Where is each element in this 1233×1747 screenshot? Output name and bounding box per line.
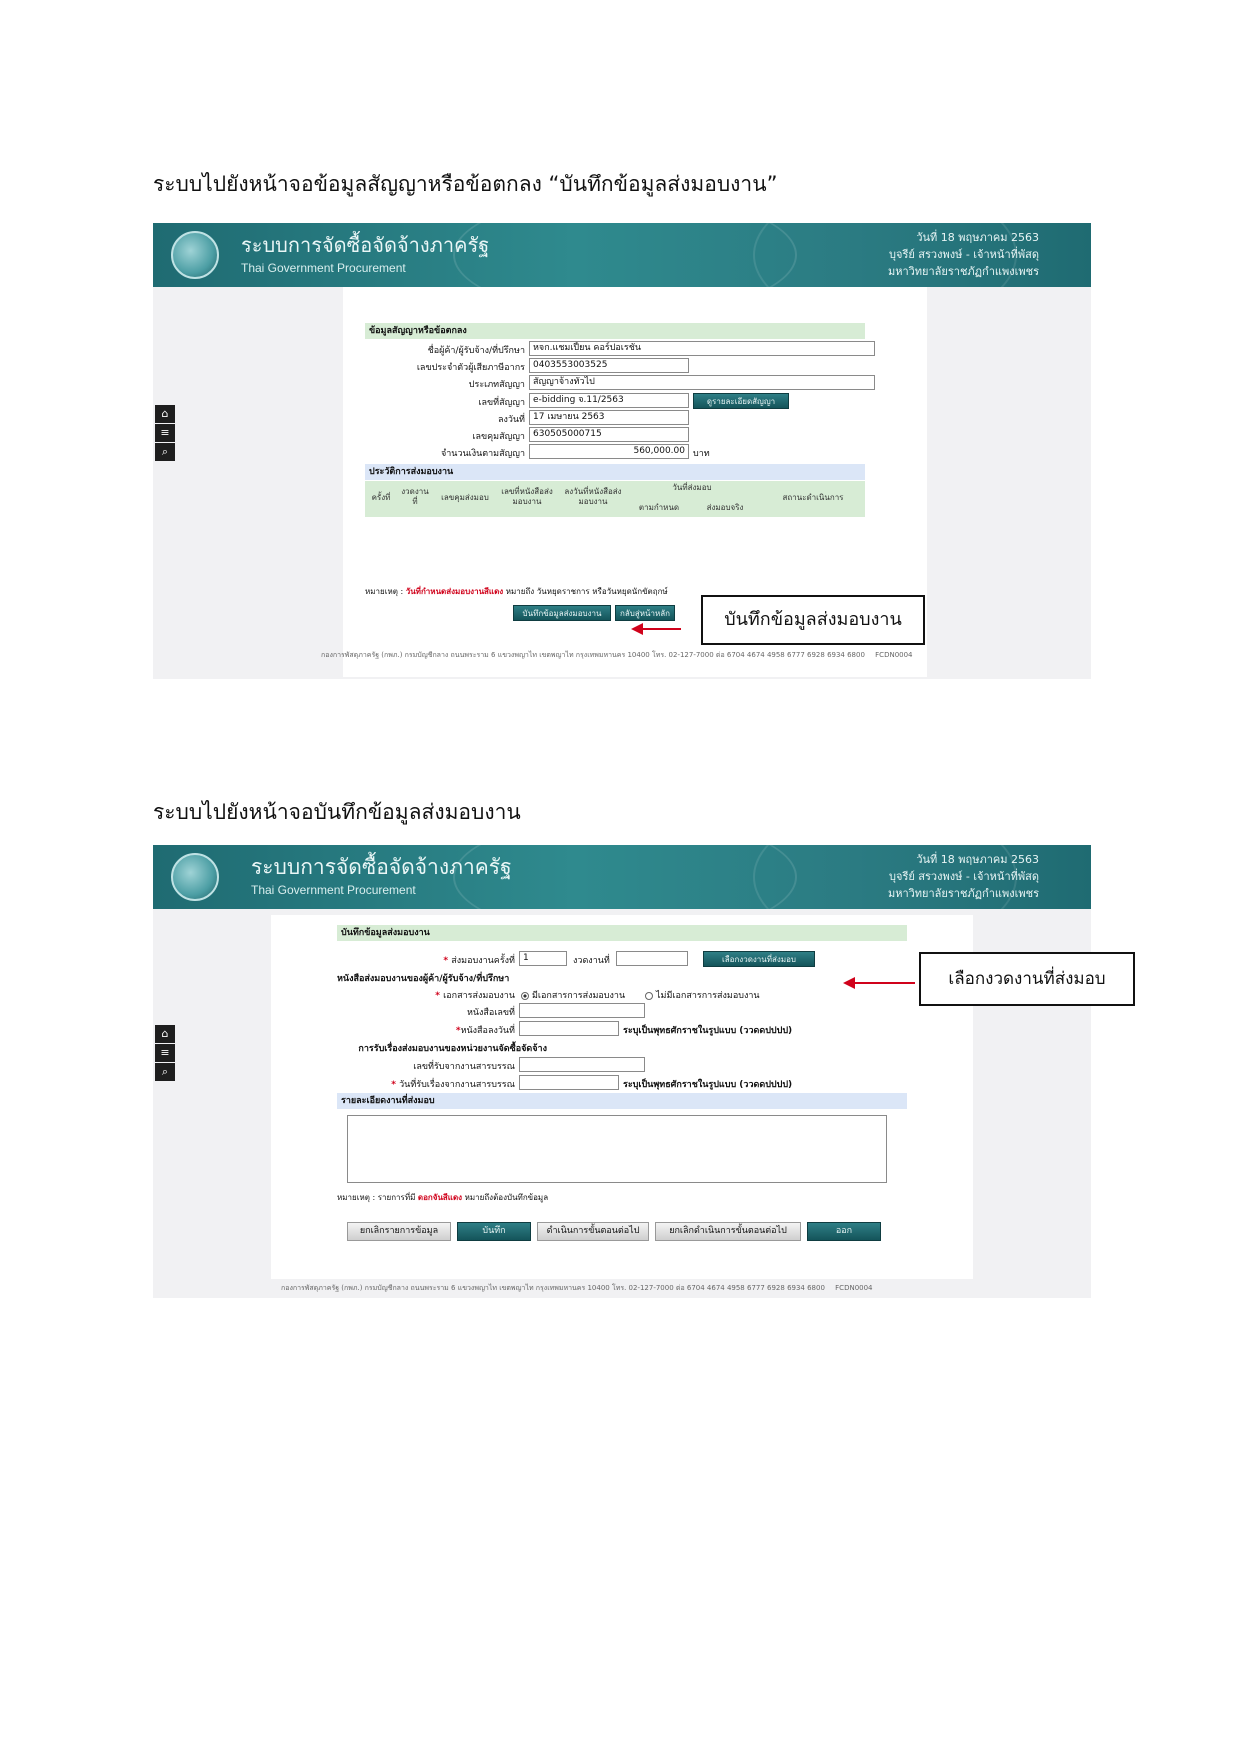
org-line: มหาวิทยาลัยราชภัฏกำแพงเพชร <box>887 887 1039 900</box>
label-installment: งวดงานที่ <box>573 956 610 966</box>
receive-heading: การรับเรื่องส่งมอบงานของหน่วยงานจัดซื้อจัดจ้าง <box>358 1044 547 1054</box>
label-amount: จำนวนเงินตามสัญญา <box>440 449 525 459</box>
note2-red: ดอกจันสีแดง <box>417 1193 463 1202</box>
receive-date-input[interactable] <box>519 1075 619 1090</box>
letter-date-input[interactable] <box>519 1021 619 1036</box>
label-vendor: ชื่อผู้ค้า/ผู้รับจ้าง/ที่ปรึกษา <box>427 346 525 356</box>
label-doc: * เอกสารส่งมอบงาน <box>435 991 515 1001</box>
delivery-round-input[interactable]: 1 <box>519 951 567 966</box>
system-title: ระบบการจัดซื้อจัดจ้างภาครัฐ <box>241 233 490 257</box>
field-amount: 560,000.00 <box>529 444 689 459</box>
garuda-logo-icon <box>171 853 219 901</box>
label-letter-date: *หนังสือลงวันที่ <box>455 1026 515 1036</box>
select-installment-button[interactable]: เลือกงวดงานที่ส่งมอบ <box>703 951 815 967</box>
back-home-button[interactable]: กลับสู่หน้าหลัก <box>615 605 675 621</box>
arrow-head-icon <box>631 623 643 635</box>
screen1-note <box>365 585 668 598</box>
home-icon[interactable]: ⌂ <box>155 405 175 423</box>
radio-no-doc[interactable] <box>645 988 760 1002</box>
installment-input[interactable] <box>616 951 688 966</box>
delivery-panel <box>271 915 973 1279</box>
receive-no-input[interactable] <box>519 1057 645 1072</box>
history-table-header <box>365 481 865 517</box>
label-control-no: เลขคุมสัญญา <box>472 432 525 442</box>
user-line: บุจรีย์ สรวงพงษ์ - เจ้าหน้าที่พัสดุ <box>889 870 1039 883</box>
date-line: วันที่ 18 พฤษภาคม 2563 <box>916 231 1039 244</box>
user-info <box>888 851 1039 902</box>
home-icon[interactable]: ⌂ <box>155 1025 175 1043</box>
radio-no-label: ไม่มีเอกสารการส่งมอบงาน <box>656 991 760 1001</box>
th-delivery-no: เลขคุมส่งมอบ <box>441 493 489 502</box>
note-prefix: หมายเหตุ : <box>365 587 404 596</box>
section-details: รายละเอียดงานที่ส่งมอบ <box>337 1093 907 1109</box>
side-toolbar <box>155 405 175 462</box>
doc-label-text: เอกสารส่งมอบงาน <box>443 991 515 1001</box>
note-suffix: หมายถึง วันหยุดราชการ หรือวันหยุดนักขัตฤกษ์ <box>505 587 668 596</box>
label-contract-type: ประเภทสัญญา <box>468 380 525 390</box>
delivery-round-text: ส่งมอบงานครั้งที่ <box>451 956 515 966</box>
th-actual: ส่งมอบจริง <box>706 503 744 512</box>
footer-text-2 <box>281 1283 873 1294</box>
cancel-item-button[interactable]: ยกเลิกรายการข้อมูล <box>347 1222 451 1241</box>
radio-checked-icon[interactable] <box>521 992 529 1000</box>
caption-contract-screen: ระบบไปยังหน้าจอข้อมูลสัญญาหรือข้อตกลง “บันทึกข้อมูลส่งมอบงาน” <box>153 172 778 196</box>
view-contract-button[interactable]: ดูรายละเอียดสัญญา <box>693 393 789 409</box>
next-step-button[interactable]: ดำเนินการขั้นตอนต่อไป <box>537 1222 649 1241</box>
th-letter-no: เลขที่หนังสือส่งมอบงาน <box>501 487 553 506</box>
section-delivery: บันทึกข้อมูลส่งมอบงาน <box>337 925 907 941</box>
th-installment: งวดงานที่ <box>401 487 429 506</box>
menu-icon[interactable]: ≡ <box>155 424 175 442</box>
date-line: วันที่ 18 พฤษภาคม 2563 <box>916 853 1039 866</box>
th-delivery-date: วันที่ส่งมอบ <box>672 483 712 492</box>
label-receive-no: เลขที่รับจากงานสารบรรณ <box>413 1062 515 1072</box>
screenshot-contract-info <box>153 223 1091 679</box>
system-subtitle: Thai Government Procurement <box>251 883 416 897</box>
radio-has-doc[interactable] <box>521 988 625 1002</box>
th-round: ครั้งที่ <box>371 493 391 502</box>
footer-address: กองการพัสดุภาครัฐ (กพภ.) กรมบัญชีกลาง ถนนพระราม 6 แขวงพญาไท เขตพญาไท กรุงเทพมหานคร 10400 โทร. 02-127-7000 ต่อ 6704 4674 4958 6777 6928 6934 6800 <box>321 651 865 659</box>
garuda-logo-icon <box>171 231 219 279</box>
radio-unchecked-icon[interactable] <box>645 992 653 1000</box>
callout-save-delivery: บันทึกข้อมูลส่งมอบงาน <box>701 595 925 645</box>
user-line: บุจรีย์ สรวงพงษ์ - เจ้าหน้าที่พัสดุ <box>889 248 1039 261</box>
arrow-shaft <box>641 628 681 630</box>
label-letter-no: หนังสือเลขที่ <box>466 1008 515 1018</box>
th-status: สถานะดำเนินการ <box>782 493 844 502</box>
save-button[interactable]: บันทึก <box>457 1222 531 1241</box>
callout-select-installment: เลือกงวดงานที่ส่งมอบ <box>919 952 1135 1006</box>
radio-yes-label: มีเอกสารการส่งมอบงาน <box>532 991 626 1001</box>
details-textarea[interactable] <box>347 1115 887 1183</box>
field-tax-id: 0403553003525 <box>529 358 689 373</box>
search-icon[interactable]: ⌕ <box>155 1063 175 1081</box>
section-contract: ข้อมูลสัญญาหรือข้อตกลง <box>365 323 865 339</box>
screenshot-delivery-record <box>153 845 1106 1298</box>
page-code: FCDN0004 <box>835 1284 873 1292</box>
letter-date-text: หนังสือลงวันที่ <box>460 1026 515 1036</box>
label-tax-id: เลขประจำตัวผู้เสียภาษีอากร <box>416 363 525 373</box>
th-due: ตามกำหนด <box>638 503 680 512</box>
field-signed-date: 17 เมษายน 2563 <box>529 410 689 425</box>
user-info <box>888 229 1039 280</box>
footer-text <box>321 650 913 661</box>
footer-address: กองการพัสดุภาครัฐ (กพภ.) กรมบัญชีกลาง ถนนพระราม 6 แขวงพญาไท เขตพญาไท กรุงเทพมหานคร 10400 โทร. 02-127-7000 ต่อ 6704 4674 4958 6777 6928 6934 6800 <box>281 1284 825 1292</box>
app-header-2 <box>153 845 1091 909</box>
field-contract-no: e-bidding จ.11/2563 <box>529 393 689 408</box>
field-contract-type: สัญญาจ้างทั่วไป <box>529 375 875 390</box>
th-letter-date: ลงวันที่หนังสือส่งมอบงาน <box>564 487 622 506</box>
arrow-head-icon <box>843 977 855 989</box>
note-red: วันที่กำหนดส่งมอบงานสีแดง <box>405 587 504 596</box>
caption-delivery-screen: ระบบไปยังหน้าจอบันทึกข้อมูลส่งมอบงาน <box>153 800 521 824</box>
amount-unit: บาท <box>693 449 710 459</box>
save-delivery-button[interactable]: บันทึกข้อมูลส่งมอบงาน <box>513 605 611 621</box>
side-toolbar-2 <box>155 1025 175 1082</box>
receive-date-hint: ระบุเป็นพุทธศักราชในรูปแบบ (ววดดปปปป) <box>623 1080 793 1090</box>
org-line: มหาวิทยาลัยราชภัฏกำแพงเพชร <box>887 265 1039 278</box>
letter-no-input[interactable] <box>519 1003 645 1018</box>
vendor-letter-heading: หนังสือส่งมอบงานของผู้ค้า/ผู้รับจ้าง/ที่ปรึกษา <box>337 974 510 984</box>
system-subtitle: Thai Government Procurement <box>241 261 406 275</box>
search-icon[interactable]: ⌕ <box>155 443 175 461</box>
menu-icon[interactable]: ≡ <box>155 1044 175 1062</box>
section-history: ประวัติการส่งมอบงาน <box>365 464 865 480</box>
note2-suffix: หมายถึงต้องบันทึกข้อมูล <box>464 1193 549 1202</box>
label-delivery-round: * ส่งมอบงานครั้งที่ <box>443 956 515 966</box>
screen2-note <box>337 1191 548 1204</box>
system-title: ระบบการจัดซื้อจัดจ้างภาครัฐ <box>251 855 512 879</box>
receive-date-text: วันที่รับเรื่องจากงานสารบรรณ <box>399 1080 515 1090</box>
field-vendor: หจก.แชมเปี้ยน คอร์ปอเรชั่น <box>529 341 875 356</box>
field-control-no: 630505000715 <box>529 427 689 442</box>
cancel-next-step-button[interactable]: ยกเลิกดำเนินการขั้นตอนต่อไป <box>655 1222 801 1241</box>
label-receive-date: * วันที่รับเรื่องจากงานสารบรรณ <box>391 1080 515 1090</box>
arrow-shaft-2 <box>853 982 915 984</box>
letter-date-hint: ระบุเป็นพุทธศักราชในรูปแบบ (ววดดปปปป) <box>623 1026 793 1036</box>
label-contract-no: เลขที่สัญญา <box>478 398 525 408</box>
note2-prefix: หมายเหตุ : รายการที่มี <box>337 1193 416 1202</box>
label-signed-date: ลงวันที่ <box>497 415 525 425</box>
exit-button[interactable]: ออก <box>807 1222 881 1241</box>
app-header <box>153 223 1091 287</box>
page-code: FCDN0004 <box>875 651 913 659</box>
